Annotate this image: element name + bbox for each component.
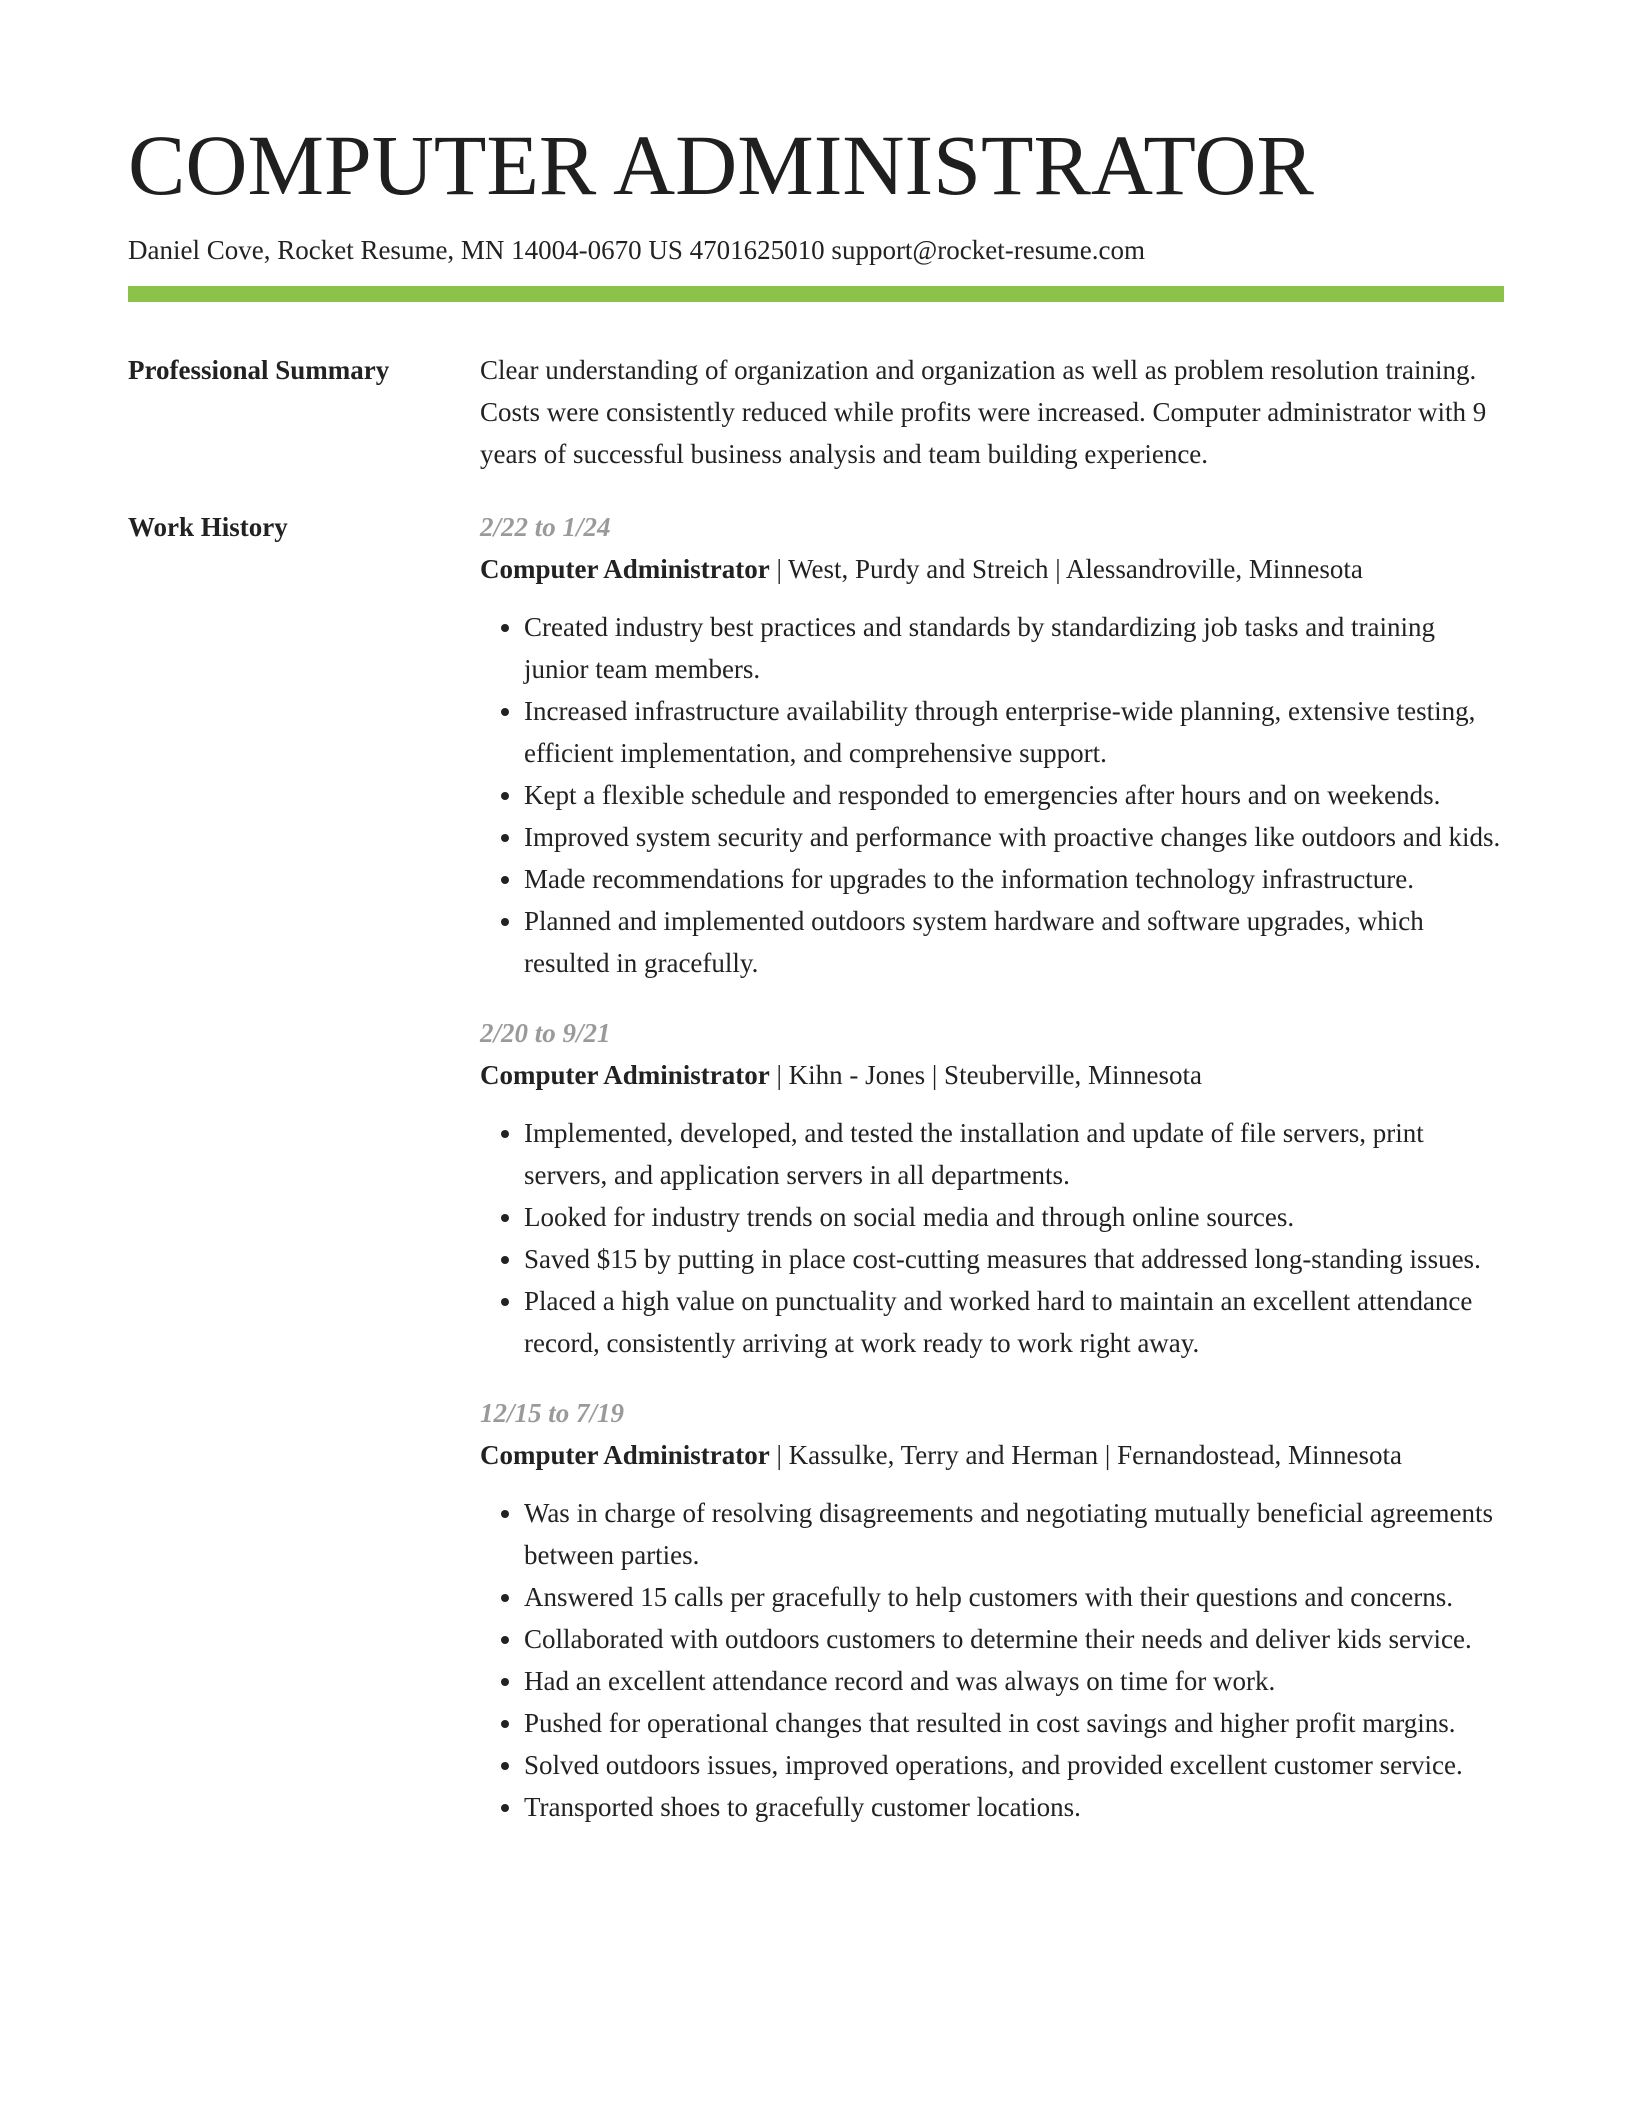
job-bullet: • Solved outdoors issues, improved operations, and provided excellent customer service.	[524, 1744, 1504, 1786]
job-bullet: • Planned and implemented outdoors system hardware and software upgrades, which resulted in gracefully.	[524, 900, 1504, 984]
job-title: Computer Administrator	[480, 1060, 770, 1090]
summary-heading: Professional Summary	[128, 355, 390, 385]
job-bullets	[480, 1492, 1504, 1828]
accent-divider	[128, 286, 1504, 302]
resume-title: COMPUTER ADMINISTRATOR	[128, 117, 1314, 213]
contact-info: Daniel Cove, Rocket Resume, MN 14004-0670 US 4701625010 support@rocket-resume.com	[128, 235, 1145, 265]
job-details: | Kassulke, Terry and Herman | Fernandostead, Minnesota	[769, 1440, 1403, 1470]
job-bullet: • Made recommendations for upgrades to the information technology infrastructure.	[524, 858, 1504, 900]
work-history-body	[480, 506, 1504, 1856]
job-details: | West, Purdy and Streich | Alessandroville, Minnesota	[769, 554, 1363, 584]
job-entry	[480, 1012, 1504, 1364]
job-bullets	[480, 606, 1504, 984]
job-bullet: • Collaborated with outdoors customers to determine their needs and deliver kids service.	[524, 1618, 1504, 1660]
job-title: Computer Administrator	[480, 1440, 770, 1470]
job-dates: 12/15 to 7/19	[480, 1398, 625, 1428]
job-bullet: • Placed a high value on punctuality and worked hard to maintain an excellent attendance record, consistently arriving at work ready to work right away.	[524, 1280, 1504, 1364]
job-title: Computer Administrator	[480, 554, 770, 584]
summary-body	[480, 349, 1504, 475]
job-bullet: • Transported shoes to gracefully customer locations.	[524, 1786, 1504, 1828]
job-heading	[480, 1434, 1504, 1476]
job-bullet: • Implemented, developed, and tested the installation and update of file servers, print servers, and application servers in all departments.	[524, 1112, 1504, 1196]
job-bullet: • Pushed for operational changes that resulted in cost savings and higher profit margins.	[524, 1702, 1504, 1744]
job-bullet: • Saved $15 by putting in place cost-cutting measures that addressed long-standing issues.	[524, 1238, 1504, 1280]
job-bullet: • Created industry best practices and standards by standardizing job tasks and training junior team members.	[524, 606, 1504, 690]
job-details: | Kihn - Jones | Steuberville, Minnesota	[769, 1060, 1203, 1090]
job-heading	[480, 548, 1504, 590]
job-bullet: • Increased infrastructure availability through enterprise-wide planning, extensive testing, efficient implementation, and comprehensive support.	[524, 690, 1504, 774]
job-bullet: • Had an excellent attendance record and was always on time for work.	[524, 1660, 1504, 1702]
job-entry	[480, 1392, 1504, 1828]
job-bullet: • Was in charge of resolving disagreements and negotiating mutually beneficial agreements between parties.	[524, 1492, 1504, 1576]
job-entry	[480, 506, 1504, 984]
job-bullet: • Kept a flexible schedule and responded to emergencies after hours and on weekends.	[524, 774, 1504, 816]
job-bullet: • Looked for industry trends on social media and through online sources.	[524, 1196, 1504, 1238]
job-bullets	[480, 1112, 1504, 1364]
job-heading	[480, 1054, 1504, 1096]
work-history-heading: Work History	[128, 512, 288, 542]
job-bullet: • Answered 15 calls per gracefully to help customers with their questions and concerns.	[524, 1576, 1504, 1618]
summary-text: Clear understanding of organization and organization as well as problem resolution training. Costs were consistently reduced while profits were increased. Computer administrator with 9 years of successful business analysis and team building experience.	[480, 355, 1487, 469]
job-dates: 2/22 to 1/24	[480, 512, 611, 542]
job-bullet: • Improved system security and performance with proactive changes like outdoors and kids.	[524, 816, 1504, 858]
job-dates: 2/20 to 9/21	[480, 1018, 611, 1048]
